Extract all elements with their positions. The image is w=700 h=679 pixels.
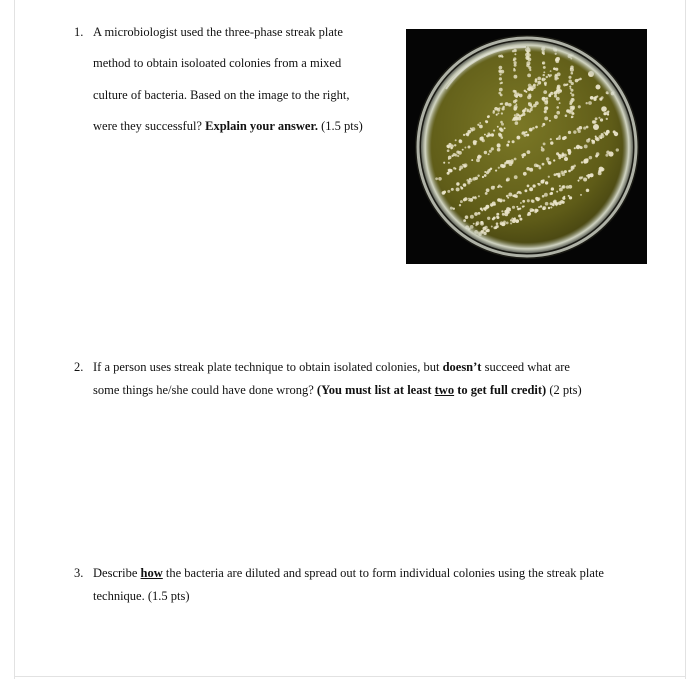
question-3-line-2: technique. (1.5 pts) [93,589,190,603]
petri-dish-icon [406,29,647,264]
question-2-line-1: If a person uses streak plate technique to obtain isolated colonies, but doesn’t succeed what are [93,360,570,374]
page-left-edge [14,0,15,679]
question-3-line-1: Describe how the bacteria are diluted and spread out to form individual colonies using the streak plate [93,566,604,580]
page-right-edge [685,0,686,679]
question-3-number: 3. [74,566,84,580]
question-1-line-2: method to obtain isoloated colonies from a mixed [93,56,342,70]
question-1-line-4: were they successful? Explain your answer. (1.5 pts) [93,119,363,133]
streak-plate-image [406,29,647,264]
question-2-number: 2. [74,360,84,374]
page-bottom-edge [14,676,686,677]
question-2-line-2: some things he/she could have done wrong? (You must list at least two to get full credit) (2 pts) [93,383,582,397]
question-1-number: 1. [74,25,84,39]
question-1-line-1: A microbiologist used the three-phase streak plate [93,25,343,39]
question-1-line-3: culture of bacteria. Based on the image to the right, [93,88,350,102]
